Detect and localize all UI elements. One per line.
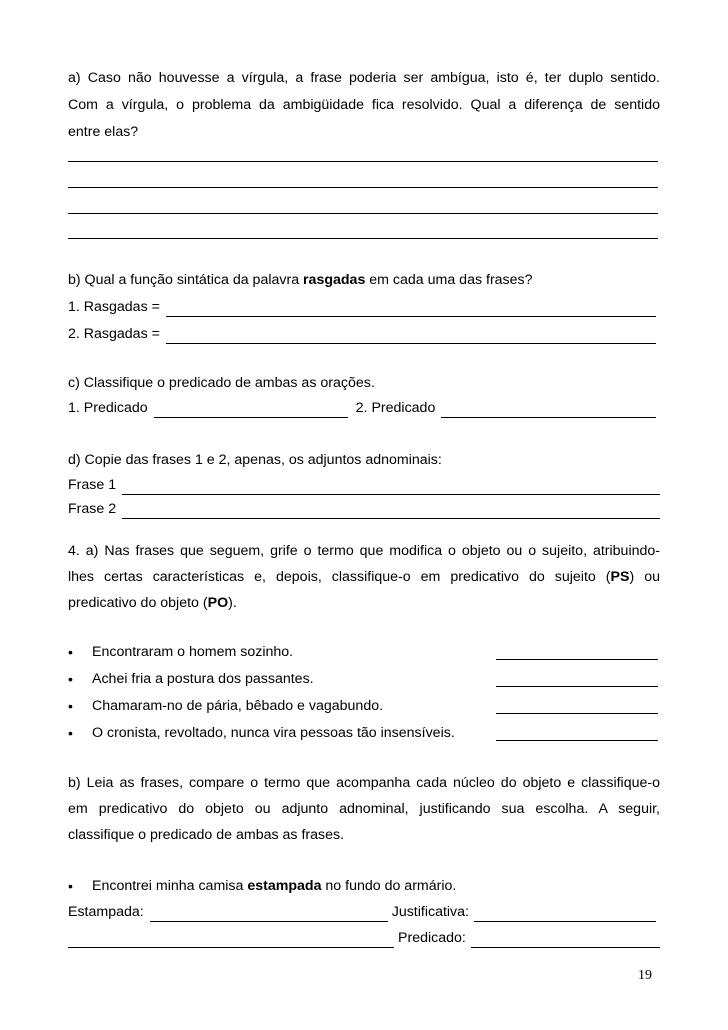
answer-line[interactable] bbox=[471, 933, 660, 948]
answer-line[interactable] bbox=[166, 302, 656, 317]
q4a-line2: lhes certas características e, depois, classifique-o em predicativo do sujeito (PS) ou bbox=[68, 569, 660, 585]
q3b-item-1: 1. Rasgadas = bbox=[68, 297, 658, 317]
bullet-icon: • bbox=[68, 671, 73, 687]
q3a-line1: a) Caso não houvesse a vírgula, a frase poderia ser ambígua, isto é, ter duplo sentido. bbox=[68, 70, 660, 86]
answer-line[interactable] bbox=[68, 933, 394, 948]
bullet-icon: • bbox=[68, 878, 73, 894]
answer-line[interactable] bbox=[150, 907, 388, 922]
q3c-prompt: c) Classifique o predicado de ambas as orações. bbox=[68, 375, 375, 391]
page-number: 19 bbox=[638, 968, 652, 983]
answer-line[interactable] bbox=[68, 213, 658, 214]
q4b-line3: classifique o predicado de ambas as frases. bbox=[68, 827, 345, 843]
answer-line[interactable] bbox=[441, 403, 656, 418]
q3b-item-2: 2. Rasgadas = bbox=[68, 324, 658, 344]
q3c-predicados: 1. Predicado 2. Predicado bbox=[68, 398, 658, 418]
answer-line[interactable] bbox=[496, 671, 658, 687]
answer-line[interactable] bbox=[68, 161, 658, 162]
q4b-line2: em predicativo do objeto ou adjunto adnominal, justificando sua escolha. A seguir, bbox=[68, 801, 660, 817]
answer-line[interactable] bbox=[122, 504, 660, 519]
q4a-sentence-1: Encontraram o homem sozinho. bbox=[92, 644, 294, 660]
q4b-sentence: Encontrei minha camisa estampada no fundo do armário. bbox=[92, 878, 457, 894]
answer-line[interactable] bbox=[474, 907, 656, 922]
q4a-line1: 4. a) Nas frases que seguem, grife o termo que modifica o objeto ou o sujeito, atribuindo- bbox=[68, 543, 660, 559]
q3b-prompt: b) Qual a função sintática da palavra rasgadas em cada uma das frases? bbox=[68, 272, 533, 288]
answer-line[interactable] bbox=[154, 403, 348, 418]
answer-line[interactable] bbox=[68, 238, 658, 239]
answer-line[interactable] bbox=[496, 698, 658, 714]
answer-line[interactable] bbox=[122, 480, 660, 495]
q3d-prompt: d) Copie das frases 1 e 2, apenas, os adjuntos adnominais: bbox=[68, 452, 442, 468]
q4a-sentence-4: O cronista, revoltado, nunca vira pessoas tão insensíveis. bbox=[92, 725, 455, 741]
q4b-line1: b) Leia as frases, compare o termo que acompanha cada núcleo do objeto e classifique-o bbox=[68, 775, 660, 791]
q4a-sentence-3: Chamaram-no de pária, bêbado e vagabundo. bbox=[92, 698, 384, 714]
answer-line[interactable] bbox=[68, 187, 658, 188]
q4a-line3: predicativo do objeto (PO). bbox=[68, 595, 237, 611]
q3d-item-2: Frase 2 bbox=[68, 499, 662, 519]
q4a-sentence-2: Achei fria a postura dos passantes. bbox=[92, 671, 314, 687]
q4b-estampada-row: Estampada: Justificativa: bbox=[68, 902, 658, 922]
answer-line[interactable] bbox=[496, 725, 658, 741]
q3d-item-1: Frase 1 bbox=[68, 475, 662, 495]
bullet-icon: • bbox=[68, 725, 73, 741]
answer-line[interactable] bbox=[496, 644, 658, 660]
bullet-icon: • bbox=[68, 644, 73, 660]
q3a-line2: Com a vírgula, o problema da ambigüidade fica resolvido. Qual a diferença de sentido bbox=[68, 97, 660, 113]
bullet-icon: • bbox=[68, 698, 73, 714]
answer-line[interactable] bbox=[166, 329, 656, 344]
q4b-predicado-row: Predicado: bbox=[68, 928, 662, 948]
q3a-line3: entre elas? bbox=[68, 124, 139, 140]
